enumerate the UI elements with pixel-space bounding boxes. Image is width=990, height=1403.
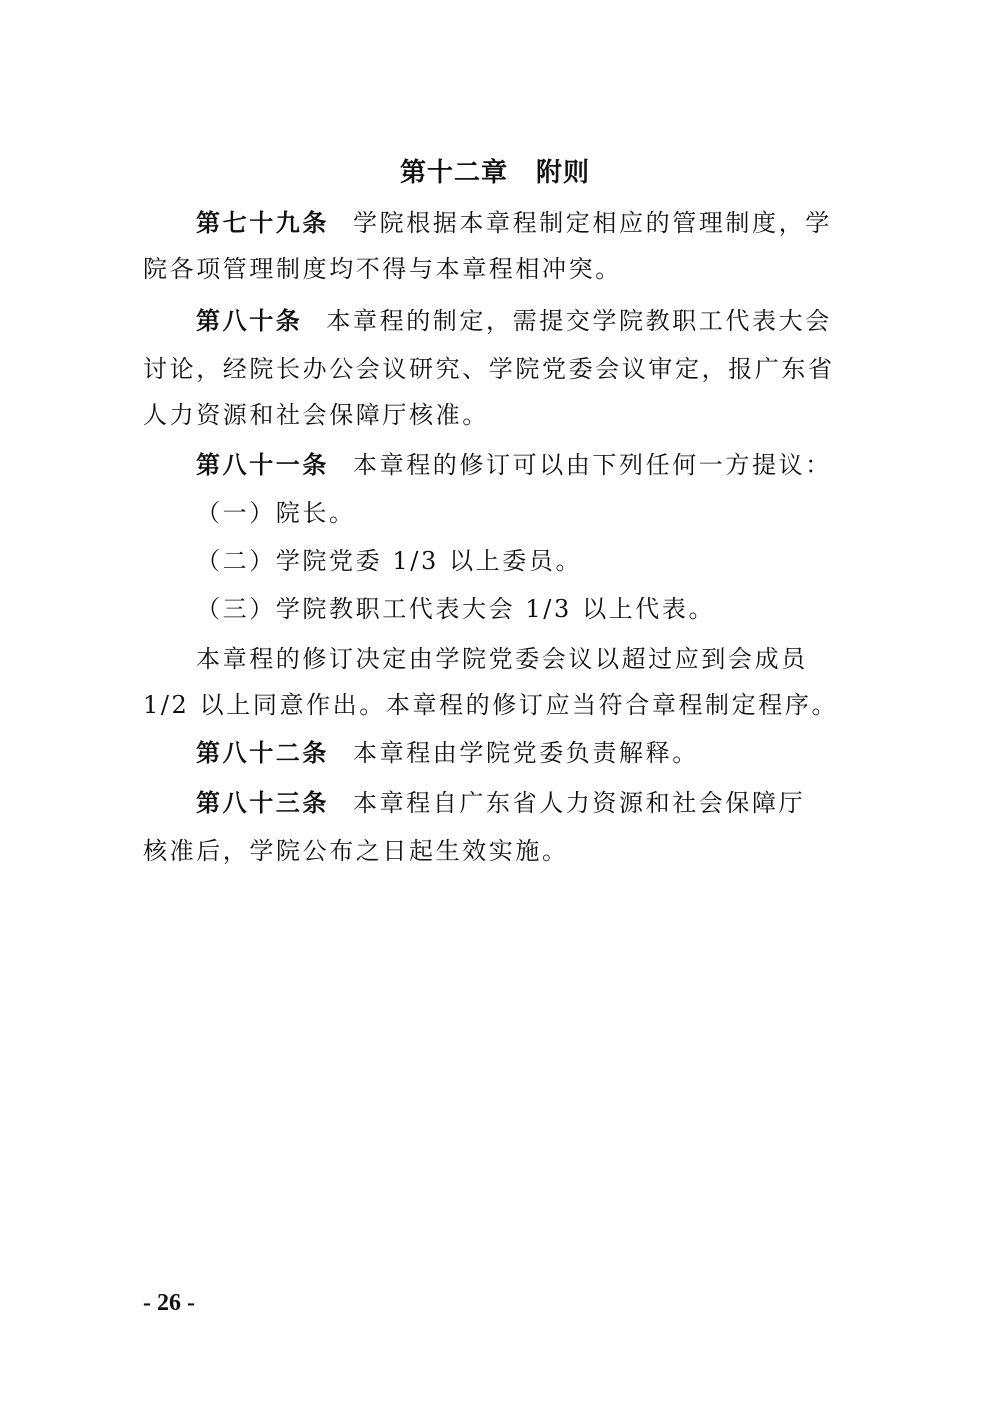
article-label: 第八十二条 [196, 739, 329, 767]
article-label: 第八十条 [196, 307, 303, 335]
revision-note-line-2: 1/2 以上同意作出。本章程的修订应当符合章程制定程序。 [143, 691, 839, 719]
article-82 [196, 736, 896, 770]
article-text: 学院根据本章程制定相应的管理制度，学 [353, 209, 832, 237]
page-number: - 26 - [143, 1290, 195, 1316]
article-label: 第八十三条 [196, 789, 329, 817]
article-label: 第七十九条 [196, 209, 329, 237]
list-item: （二）学院党委 1/3 以上委员。 [196, 547, 583, 575]
article-79 [196, 206, 896, 240]
article-text: 本章程由学院党委负责解释。 [353, 739, 699, 767]
article-text: 本章程的制定，需提交学院教职工代表大会 [326, 307, 832, 335]
article-80 [196, 304, 896, 338]
revision-note-line-1: 本章程的修订决定由学院党委会议以超过应到会成员 [196, 645, 808, 673]
article-81 [196, 448, 896, 482]
chapter-number: 第十二章 [399, 158, 508, 188]
list-item: （三）学院教职工代表大会 1/3 以上代表。 [196, 595, 716, 623]
article-80-line-2: 讨论，经院长办公会议研究、学院党委会议审定，报广东省 [143, 355, 835, 383]
article-text: 本章程的修订可以由下列任何一方提议： [353, 451, 832, 479]
article-text: 本章程自广东省人力资源和社会保障厅 [353, 789, 806, 817]
article-80-line-3: 人力资源和社会保障厅核准。 [143, 401, 489, 429]
article-83 [196, 786, 896, 820]
article-label: 第八十一条 [196, 451, 329, 479]
chapter-name: 附则 [536, 158, 591, 188]
chapter-title [0, 152, 990, 189]
list-item: （一）院长。 [196, 499, 356, 527]
article-79-line-2: 院各项管理制度均不得与本章程相冲突。 [143, 255, 622, 283]
article-83-line-2: 核准后，学院公布之日起生效实施。 [143, 837, 569, 865]
